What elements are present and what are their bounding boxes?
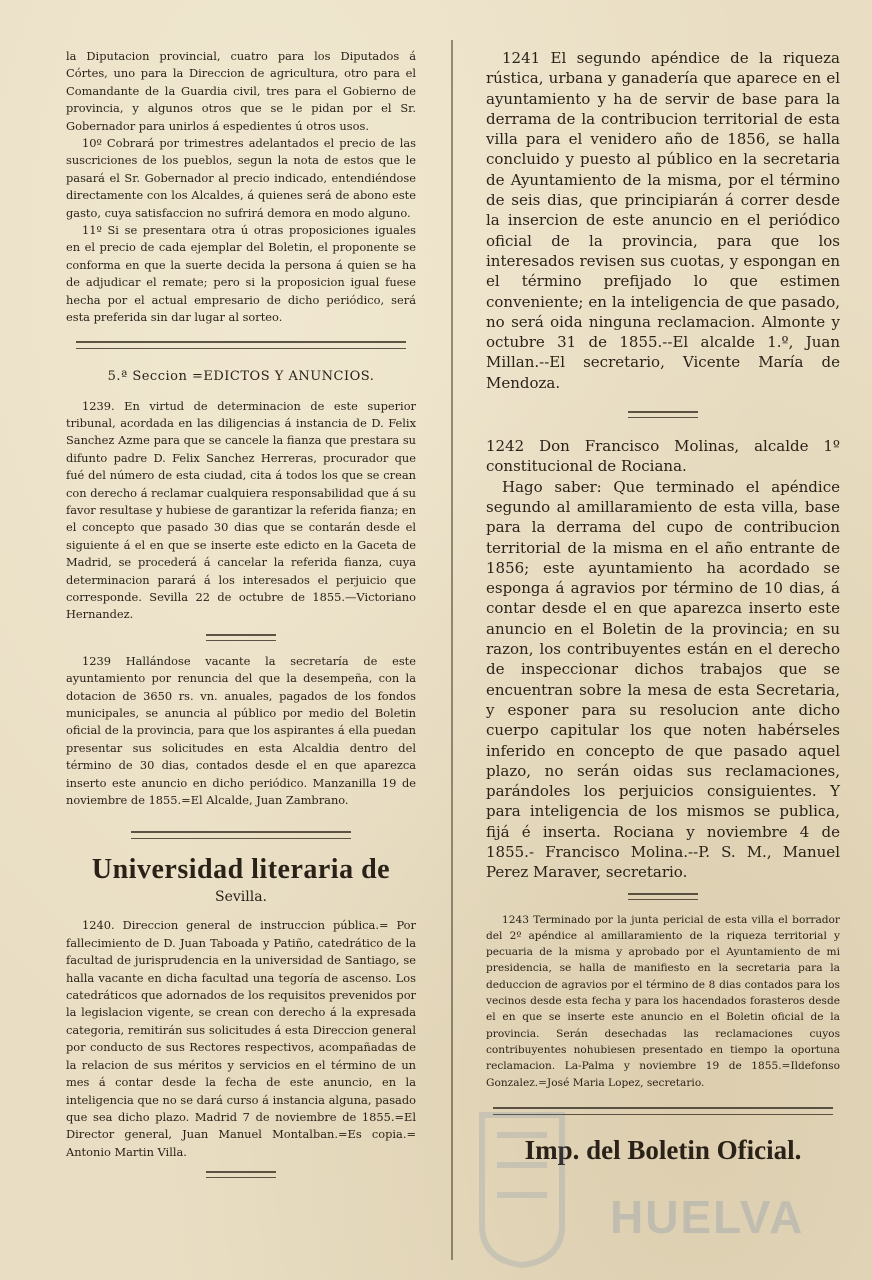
intro-paragraph: la Diputacion provincial, cuatro para los Diputados á Córtes, uno para la Direccion de agricultura, otro para el Comandante de la Guardia civil, tres para el Gobierno de provincia, y algunos otros que se le pidan por el Sr. Gobernador para unirlos á espedientes ú otros usos. <box>66 49 416 133</box>
university-subtitle: Sevilla. <box>214 889 267 906</box>
university-rule <box>131 831 351 839</box>
notice-1243: 1243 Terminado por la junta pericial de esta villa el borrador del 2º apéndice al amillaramiento de la riqueza territorial y pecuaria de la misma y aprobado por el Ayuntamiento de mi presidencia, se halla de manifiesto en la secretaria para la deduccion de agravios por el término de 8 dias contados para los vecinos desde esta fecha y para los hacendados forasteros desde el en que se inserte este anuncio en el Boletin oficial de la provincia. Serán desechadas las reclamaciones cuyos contribuyentes nohubiesen presentado en tiempo la oportuna reclamacion. La-Palma y noviembre 19 de 1855.=Ildefonso Gonzalez.=José Maria Lopez, secretario. <box>486 913 840 1089</box>
right-column <box>486 48 840 1167</box>
notice-rule-2 <box>628 411 698 418</box>
notice-1240: 1240. Direccion general de instruccion pública.= Por fallecimiento de D. Juan Taboada y Patiño, catedrático de la facultad de jurisprudencia en la universidad de Santiago, se halla vacante en dicha facultad una tegoría de ascenso. Los catedráticos que adornados de los requisitos prevenidos por la legislacion vigente, se crean con derecho á la expresada categoria, remitirán sus solicitudes á esta Direccion general por conducto de sus Rectores respectivos, acompañadas de la relacion de sus méritos y servicios en el término de un mes á contar desde la fecha de este anuncio, en la inteligencia que no se dará curso á instancia alguna, pasado que sea dicho plazo. Madrid 7 de noviembre de 1855.=El Director general, Juan Manuel Montalban.=Es copia.= Antonio Martin Villa. <box>66 918 416 1159</box>
watermark-text: HUELVA <box>610 1191 805 1243</box>
university-title: Universidad literaria de <box>91 854 391 886</box>
notice-1241: 1241 El segundo apéndice de la riqueza rústica, urbana y ganadería que aparece en el ayuntamiento y ha de servir de base para la derrama de la contribucion territorial de esta villa para el venidero año de 1856, se halla concluido y puesto al público en la secretaria de Ayuntamiento de la misma, por el término de seis dias, que principiarán á correr desde la insercion de este anuncio en el periódico oficial de la provincia, para que los interesados revisen sus cuotas, y espongan en el término prefijado lo que estimen conveniente; en la inteligencia de que pasado, no será oida ninguna reclamacion. Almonte y octubre 31 de 1855.--El alcalde 1.º, Juan Millan.--El secretario, Vicente María de Mendoza. <box>486 49 840 392</box>
notice-1242: Hago saber: Que terminado el apéndice segundo al amillaramiento de esta villa, base para la derrama del cupo de contribucion territorial de la misma en el año entrante de 1856; este ayuntamiento ha acordado se esponga á agravios por término de 10 dias, á contar desde el en que aparezca inserto este anuncio en el Boletin de la provincia; en su razon, los contribuyentes están en el derecho de inspeccionar dichos trabajos que se encuentran sobre la mesa de esta Secretaria, y esponer para su resolucion ante dicho cuerpo capitular los que noten habérseles inferido en concepto de que pasado aquel plazo, no serán oidas sus reclamaciones, parándoles los perjuicios consiguientes. Y para inteligencia de los mismos se publica, fijá é inserta. Rociana y noviembre 4 de 1855.- Francisco Molina.--P. S. M., Manuel Perez Maraver, secretario. <box>486 477 840 882</box>
closing-rule <box>206 1171 276 1178</box>
left-column <box>66 48 416 1178</box>
section-heading: 5.ª Seccion =EDICTOS Y ANUNCIOS. <box>107 368 375 384</box>
notice-rule <box>206 634 276 641</box>
section-rule <box>76 341 406 349</box>
article-11: 11º Si se presentara otra ú otras proposiciones iguales en el precio de cada ejemplar del Boletin, el proponente se conforma en que la suerte decida la persona á quien se ha de adjudicar el remate; pero si la proposicion igual fuese hecha por el actual empresario de dicho periódico, será esta preferida sin dar lugar al sorteo. <box>66 223 416 325</box>
imprint-rule <box>493 1107 833 1115</box>
article-10: 10º Cobrará por trimestres adelantados el precio de las suscriciones de los pueblos, segun la nota de estos que le pasará el Sr. Gobernador al precio indicado, entendiéndose directamente con los Alcaldes, á quienes será de abono este gasto, cuya satisfaccion no sufrirá demora en modo alguno. <box>66 136 416 220</box>
notice-1242-heading: 1242 Don Francisco Molinas, alcalde 1º constitucional de Rociana. <box>486 437 840 476</box>
notice-rule-3 <box>628 893 698 900</box>
notice-1239b: 1239 Hallándose vacante la secretaría de este ayuntamiento por renuncia del que la desempeña, con la dotacion de 3650 rs. vn. anuales, pagados de los fondos municipales, se anuncia al público por medio del Boletin oficial de la provincia, para que los aspirantes á ella puedan presentar sus solicitudes en esta Alcaldia dentro del término de 30 dias, contados desde el en que aparezca inserto este anuncio en dicho periódico. Manzanilla 19 de noviembre de 1855.=El Alcalde, Juan Zambrano. <box>66 653 416 808</box>
imprint-title: Imp. del Boletin Oficial. <box>524 1134 802 1165</box>
notice-1239a: 1239. En virtud de determinacion de este superior tribunal, acordada en las diligencias á instancia de D. Felix Sanchez Azme para que se cancele la fianza que prestara su difunto padre D. Felix Sanchez Herreras, procurador que fué del número de esta ciudad, cita á todos los que se crean con derecho á reclamar cualquiera responsabilidad que á su favor resultase y hubiese de garantizar la referida fianza; en el concepto que pasado 30 dias que se contarán desde el siguiente á el en que se inserte este edicto en la Gaceta de Madrid, se procederá á cancelar la referida fianza, cuya determinacion parará á los interesados el perjuicio que corresponde. Sevilla 22 de octubre de 1855.—Victoriano Hernandez. <box>66 398 416 622</box>
column-divider <box>451 40 453 1260</box>
